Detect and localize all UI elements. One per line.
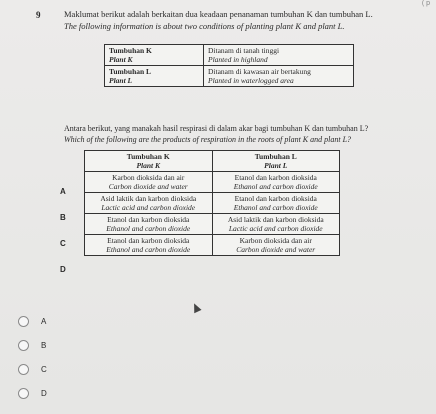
option-label: D (41, 389, 47, 398)
option-d[interactable] (18, 388, 47, 399)
cell-l (212, 172, 340, 193)
info-plant-ms: Tumbuhan L (109, 67, 152, 76)
cell-l-en: Ethanol and carbon dioxide (233, 182, 318, 191)
cell-k-ms: Etanol dan karbon dioksida (107, 236, 190, 245)
info-table (104, 44, 354, 87)
radio-button[interactable] (18, 388, 29, 399)
cell-k-ms: Asid laktik dan karbon dioksida (100, 194, 197, 203)
cell-l-en: Ethanol and carbon dioxide (233, 203, 318, 212)
option-label: A (41, 317, 47, 326)
info-plant-en: Plant K (109, 55, 133, 64)
row-label-b: B (60, 213, 66, 222)
option-label: B (41, 341, 47, 350)
cell-l-ms: Etanol dan karbon dioksida (234, 194, 317, 203)
cell-k (85, 193, 213, 214)
cell-k-en: Ethanol and carbon dioxide (106, 224, 191, 233)
cell-l-ms: Etanol dan karbon dioksida (234, 173, 317, 182)
info-row (105, 66, 354, 87)
option-c[interactable] (18, 364, 47, 375)
cell-k (85, 235, 213, 256)
info-cond-ms: Ditanam di tanah tinggi (208, 46, 280, 55)
radio-button[interactable] (18, 340, 29, 351)
header-k-en: Plant K (136, 161, 161, 170)
question-stem-en: The following information is about two conditions of planting plant K and plant L. (64, 21, 345, 31)
answer-row-b (85, 193, 340, 214)
cell-k-en: Ethanol and carbon dioxide (106, 245, 191, 254)
option-label: C (41, 365, 47, 374)
cell-k (85, 172, 213, 193)
row-label-c: C (60, 239, 66, 248)
cell-l-ms: Karbon dioksida dan air (239, 236, 312, 245)
radio-button[interactable] (18, 316, 29, 327)
cell-l-en: Lactic acid and carbon dioxide (228, 224, 323, 233)
answer-row-c (85, 214, 340, 235)
header-l-ms: Tumbuhan L (254, 152, 297, 161)
info-plant-cell (105, 66, 204, 87)
row-label-a: A (60, 187, 66, 196)
answer-row-d (85, 235, 340, 256)
row-label-d: D (60, 265, 66, 274)
info-condition-cell (204, 66, 354, 87)
header-plant-l (212, 151, 340, 172)
header-k-ms: Tumbuhan K (126, 152, 170, 161)
question-prompt-en: Which of the following are the products of respiration in the roots of plant K and plant L? (64, 135, 352, 144)
info-condition-cell (204, 45, 354, 66)
option-a[interactable] (18, 316, 46, 327)
cell-l-ms: Asid laktik dan karbon dioksida (227, 215, 324, 224)
info-cond-ms: Ditanam di kawasan air bertakung (208, 67, 311, 76)
answer-table (84, 150, 340, 256)
info-plant-cell (105, 45, 204, 66)
radio-button[interactable] (18, 364, 29, 375)
info-cond-en: Planted in highland (208, 55, 268, 64)
header-plant-k (85, 151, 213, 172)
cell-l (212, 193, 340, 214)
cell-k-en: Carbon dioxide and water (108, 182, 188, 191)
corner-mark: ( p (421, 0, 430, 7)
question-prompt-ms: Antara berikut, yang manakah hasil respirasi di dalam akar bagi tumbuhan K dan tumbuhan L? (64, 124, 369, 133)
header-l-en: Plant L (264, 161, 288, 170)
question-stem-ms: Maklumat berikut adalah berkaitan dua keadaan penanaman tumbuhan K dan tumbuhan L. (64, 9, 373, 19)
mouse-cursor-icon (190, 302, 201, 314)
cell-l-en: Carbon dioxide and water (236, 245, 316, 254)
cell-l (212, 235, 340, 256)
info-plant-en: Plant L (109, 76, 133, 85)
cell-k-ms: Etanol dan karbon dioksida (107, 215, 190, 224)
answer-header-row (85, 151, 340, 172)
info-row (105, 45, 354, 66)
option-b[interactable] (18, 340, 46, 351)
cell-k (85, 214, 213, 235)
info-cond-en: Planted in waterlogged area (208, 76, 294, 85)
cell-k-ms: Karbon dioksida dan air (112, 173, 185, 182)
info-plant-ms: Tumbuhan K (109, 46, 152, 55)
question-number: 9 (36, 10, 41, 20)
answer-row-a (85, 172, 340, 193)
cell-k-en: Lactic acid and carbon dioxide (101, 203, 196, 212)
cell-l (212, 214, 340, 235)
